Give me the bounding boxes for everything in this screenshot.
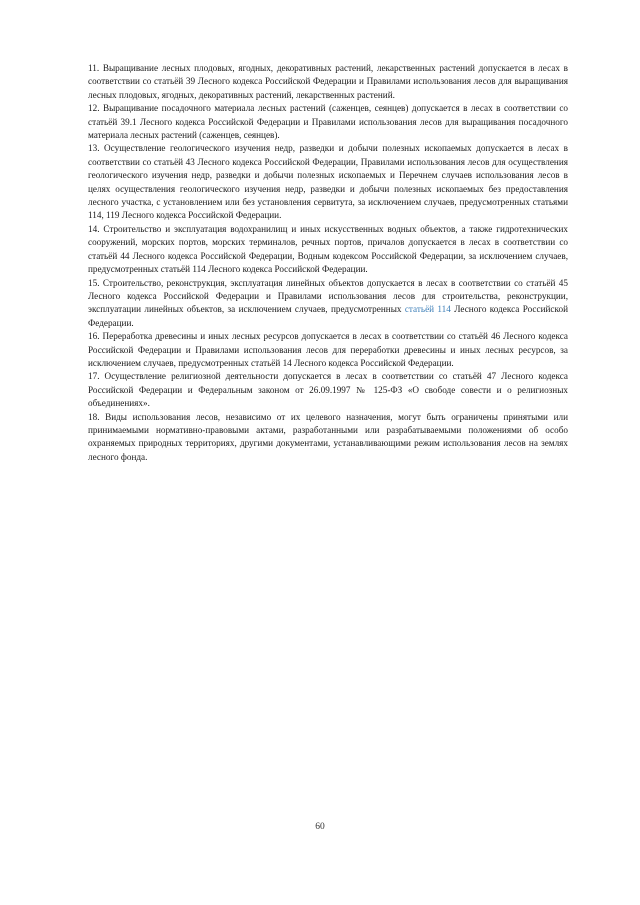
paragraph-15-text-after: Лесного кодекса Российской Федерации. bbox=[88, 304, 569, 328]
paragraph-11: 11. Выращивание лесных плодовых, ягодных, декоративных растений, лекарственных растений допускается в лесах в соответствии со статьёй 39 Лесного кодекса Российской Федерации и Правилами использования лесов для выращивания лесных плодовых, ягодных, декоративных растений, лекарственных растений. bbox=[88, 63, 568, 100]
paragraph-13: 13. Осуществление геологического изучения недр, разведки и добычи полезных ископаемых допускается в лесах в соответствии со статьёй 43 Лесного кодекса Российской Федерации, Правилами использования лесов для осуществления геологического изучения недр, разведки и добычи полезных ископаемых и Перечнем случаев использования лесов в целях осуществления геологического изучения недр, разведки и добычи полезных ископаемых без предоставления лесного участка, с установлением или без установления сервитута, за исключением случаев, предусмотренных статьями 114, 119 Лесного кодекса Российской Федерации. bbox=[88, 143, 568, 221]
paragraph-12: 12. Выращивание посадочного материала лесных растений (саженцев, сеянцев) допускается в лесах в соответствии со статьёй 39.1 Лесного кодекса Российской Федерации и Правилами использования лесов для выращивания посадочного материала лесных растений (саженцев, сеянцев). bbox=[88, 103, 568, 141]
paragraph-17: 17. Осуществление религиозной деятельности допускается в лесах в соответствии со статьёй 47 Лесного кодекса Российской Федерации и Федеральным законом от 26.09.1997 № 125-ФЗ «О свободе совести и о религиозных объединениях». bbox=[88, 371, 568, 409]
page-number: 60 bbox=[315, 822, 325, 832]
article-114-link[interactable]: статьёй 114 bbox=[404, 304, 451, 315]
paragraph-18: 18. Виды использования лесов, независимо от их целевого назначения, могут быть ограничены принятыми или принимаемыми нормативно-правовыми актами, разработанными или разрабатываемыми положениями об особо охраняемых природных территориях, другими документами, устанавливающими режим использования лесов на землях лесного фонда. bbox=[88, 411, 568, 462]
document-body bbox=[88, 62, 568, 464]
paragraph-15-text-before: 15. Строительство, реконструкция, эксплуатация линейных объектов допускается в лесах в соответствии со статьёй 45 Лесного кодекса Российской Федерации и Правилами использования лесов для строительства, реконструкции, эксплуатации линейных объектов, за исключением случаев, предусмотренных bbox=[88, 277, 568, 315]
paragraph-15 bbox=[88, 277, 568, 331]
paragraph-16: 16. Переработка древесины и иных лесных ресурсов допускается в лесах в соответствии со статьёй 46 Лесного кодекса Российской Федерации и Правилами использования лесов для переработки древесины и иных лесных ресурсов, за исключением случаев, предусмотренных статьёй 14 Лесного кодекса Российской Федерации. bbox=[88, 331, 568, 368]
paragraph-14: 14. Строительство и эксплуатация водохранилищ и иных искусственных водных объектов, а также гидротехнических сооружений, морских портов, морских терминалов, речных портов, причалов допускается в лесах в соответствии со статьёй 44 Лесного кодекса Российской Федерации, Водным кодексом Российской Федерации, за исключением случаев, предусмотренных статьёй 114 Лесного кодекса Российской Федерации. bbox=[88, 223, 568, 275]
